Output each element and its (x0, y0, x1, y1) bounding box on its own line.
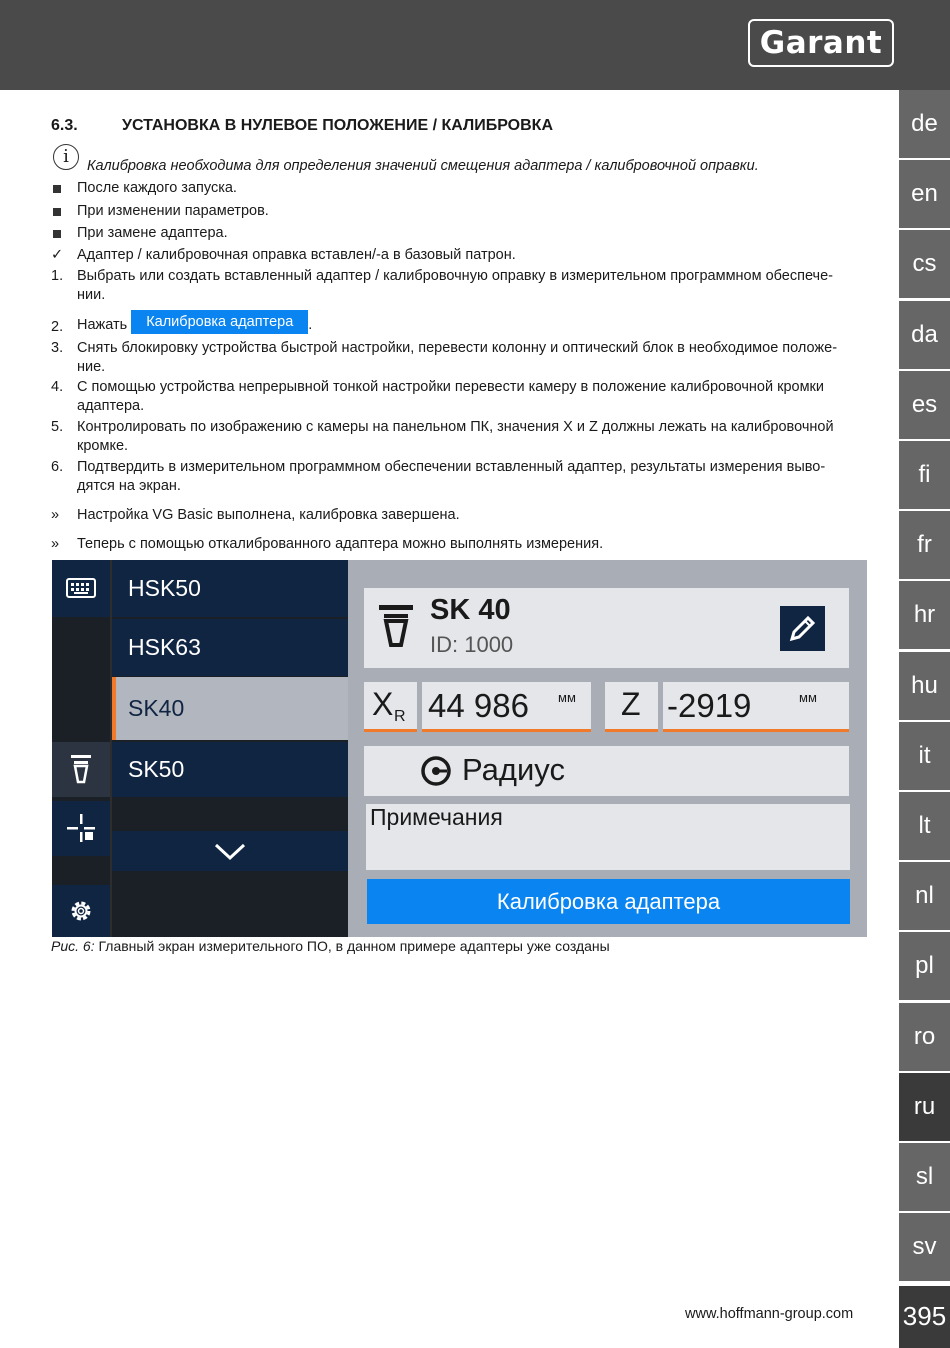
language-tab-ro[interactable]: ro (899, 1003, 950, 1071)
step-text: кромке. (77, 438, 129, 454)
crosshair-icon[interactable] (52, 801, 110, 856)
z-unit: мм (799, 690, 817, 705)
result-text: Теперь с помощью откалиброванного адаптера можно выполнять измерения. (77, 536, 604, 552)
adapter-icon (378, 604, 414, 648)
notes-field[interactable]: Примечания (366, 804, 850, 870)
list-item-hsk63[interactable]: HSK63 (112, 619, 348, 676)
step-number: 5. (51, 419, 64, 435)
section-title: УСТАНОВКА В НУЛЕВОЕ ПОЛОЖЕНИЕ / КАЛИБРОВКА (122, 117, 553, 134)
z-axis-label: Z (605, 682, 658, 732)
tool-id: ID: 1000 (430, 632, 514, 657)
language-tab-fr[interactable]: fr (899, 511, 950, 579)
page-number: 395 (899, 1286, 950, 1348)
x-value-field[interactable]: 44 986 мм (422, 682, 591, 732)
language-tab-sv[interactable]: sv (899, 1213, 950, 1281)
info-icon: i (53, 144, 79, 170)
bullet-item: При замене адаптера. (77, 225, 228, 241)
step-text: Выбрать или создать вставленный адаптер / калибровочную оправку в измерительном программном обеспече- (77, 268, 834, 284)
step-text: Снять блокировку устройства быстрой настройки, перевести колонну и оптический блок в необходимое положе- (77, 340, 838, 356)
language-tab-lt[interactable]: lt (899, 792, 950, 860)
step-end: . (308, 317, 313, 333)
caption-text: Главный экран измерительного ПО, в данном примере адаптеры уже созданы (98, 938, 610, 954)
step-number: 3. (51, 340, 64, 356)
language-tab-ru[interactable]: ru (899, 1073, 950, 1141)
pencil-icon (780, 606, 825, 651)
header-bar (0, 0, 950, 90)
tool-header-card (364, 588, 849, 668)
language-tab-de[interactable]: de (899, 90, 950, 158)
garant-logo: Garant (748, 19, 894, 67)
scroll-down-button[interactable] (112, 831, 348, 871)
bullet-item: После каждого запуска. (77, 180, 237, 196)
section-number: 6.3. (51, 117, 78, 134)
bullet-square-icon (53, 230, 61, 238)
language-tab-hu[interactable]: hu (899, 652, 950, 720)
language-tab-da[interactable]: da (899, 301, 950, 369)
language-tab-hr[interactable]: hr (899, 581, 950, 649)
step-text: Нажать (77, 317, 128, 333)
step-number: 1. (51, 268, 64, 284)
list-item-sk40[interactable]: SK40 (112, 677, 348, 740)
calibrate-adapter-button-ref: Калибровка адаптера (131, 310, 308, 334)
detail-panel (348, 560, 867, 937)
step-text: ние. (77, 359, 106, 375)
result-mark: » (51, 536, 60, 552)
list-item-sk50[interactable]: SK50 (112, 742, 348, 797)
icon-column (52, 560, 110, 937)
tool-name: SK 40 (430, 594, 511, 626)
bullet-item: При изменении параметров. (77, 203, 269, 219)
language-tab-sl[interactable]: sl (899, 1143, 950, 1211)
figure-caption (51, 938, 610, 954)
section-heading (51, 117, 553, 135)
software-screenshot (52, 560, 867, 937)
adapter-list (112, 560, 348, 937)
bullet-square-icon (53, 208, 61, 216)
step-text: С помощью устройства непрерывной тонкой настройки перевести камеру в положение калибровочной кромки (77, 379, 824, 395)
adapter-icon[interactable] (52, 742, 110, 797)
step-2 (77, 310, 312, 335)
step-number: 2. (51, 319, 64, 335)
step-number: 6. (51, 459, 64, 475)
x-axis-label: X R (364, 682, 417, 732)
language-tab-it[interactable]: it (899, 722, 950, 790)
language-tab-en[interactable]: en (899, 160, 950, 228)
footer-url[interactable]: www.hoffmann-group.com (685, 1306, 854, 1322)
language-tab-nl[interactable]: nl (899, 862, 950, 930)
language-sidebar (899, 90, 950, 1348)
list-item-hsk50[interactable]: HSK50 (112, 560, 348, 617)
step-text: дятся на экран. (77, 478, 181, 494)
keyboard-icon[interactable] (52, 560, 110, 617)
language-tab-cs[interactable]: cs (899, 230, 950, 298)
x-unit: мм (558, 690, 576, 705)
language-tab-pl[interactable]: pl (899, 932, 950, 1000)
chevron-down-icon (213, 842, 247, 862)
z-value-field[interactable]: -2919 мм (663, 682, 849, 732)
step-text: нии. (77, 287, 106, 303)
checkmark-icon: ✓ (51, 247, 64, 263)
edit-button[interactable] (780, 606, 825, 651)
result-mark: » (51, 507, 60, 523)
radius-toggle[interactable]: Радиус (364, 746, 849, 796)
caption-prefix: Рис. 6: (51, 938, 95, 954)
settings-gear-icon[interactable] (52, 885, 110, 937)
step-text: Подтвердить в измерительном программном обеспечении вставленный адаптер, результаты измерения выво- (77, 459, 826, 475)
calibrate-adapter-button[interactable]: Калибровка адаптера (367, 879, 850, 924)
step-text: адаптера. (77, 398, 145, 414)
language-tab-es[interactable]: es (899, 371, 950, 439)
step-text: Контролировать по изображению с камеры на панельном ПК, значения X и Z должны лежать на калибровочной (77, 419, 834, 435)
result-text: Настройка VG Basic выполнена, калибровка завершена. (77, 507, 460, 523)
prerequisite: Адаптер / калибровочная оправка вставлен/-а в базовый патрон. (77, 247, 516, 263)
info-note: Калибровка необходима для определения значений смещения адаптера / калибровочной оправки. (87, 158, 759, 174)
bullet-square-icon (53, 185, 61, 193)
step-number: 4. (51, 379, 64, 395)
radius-icon (419, 754, 453, 788)
language-tab-fi[interactable]: fi (899, 441, 950, 509)
